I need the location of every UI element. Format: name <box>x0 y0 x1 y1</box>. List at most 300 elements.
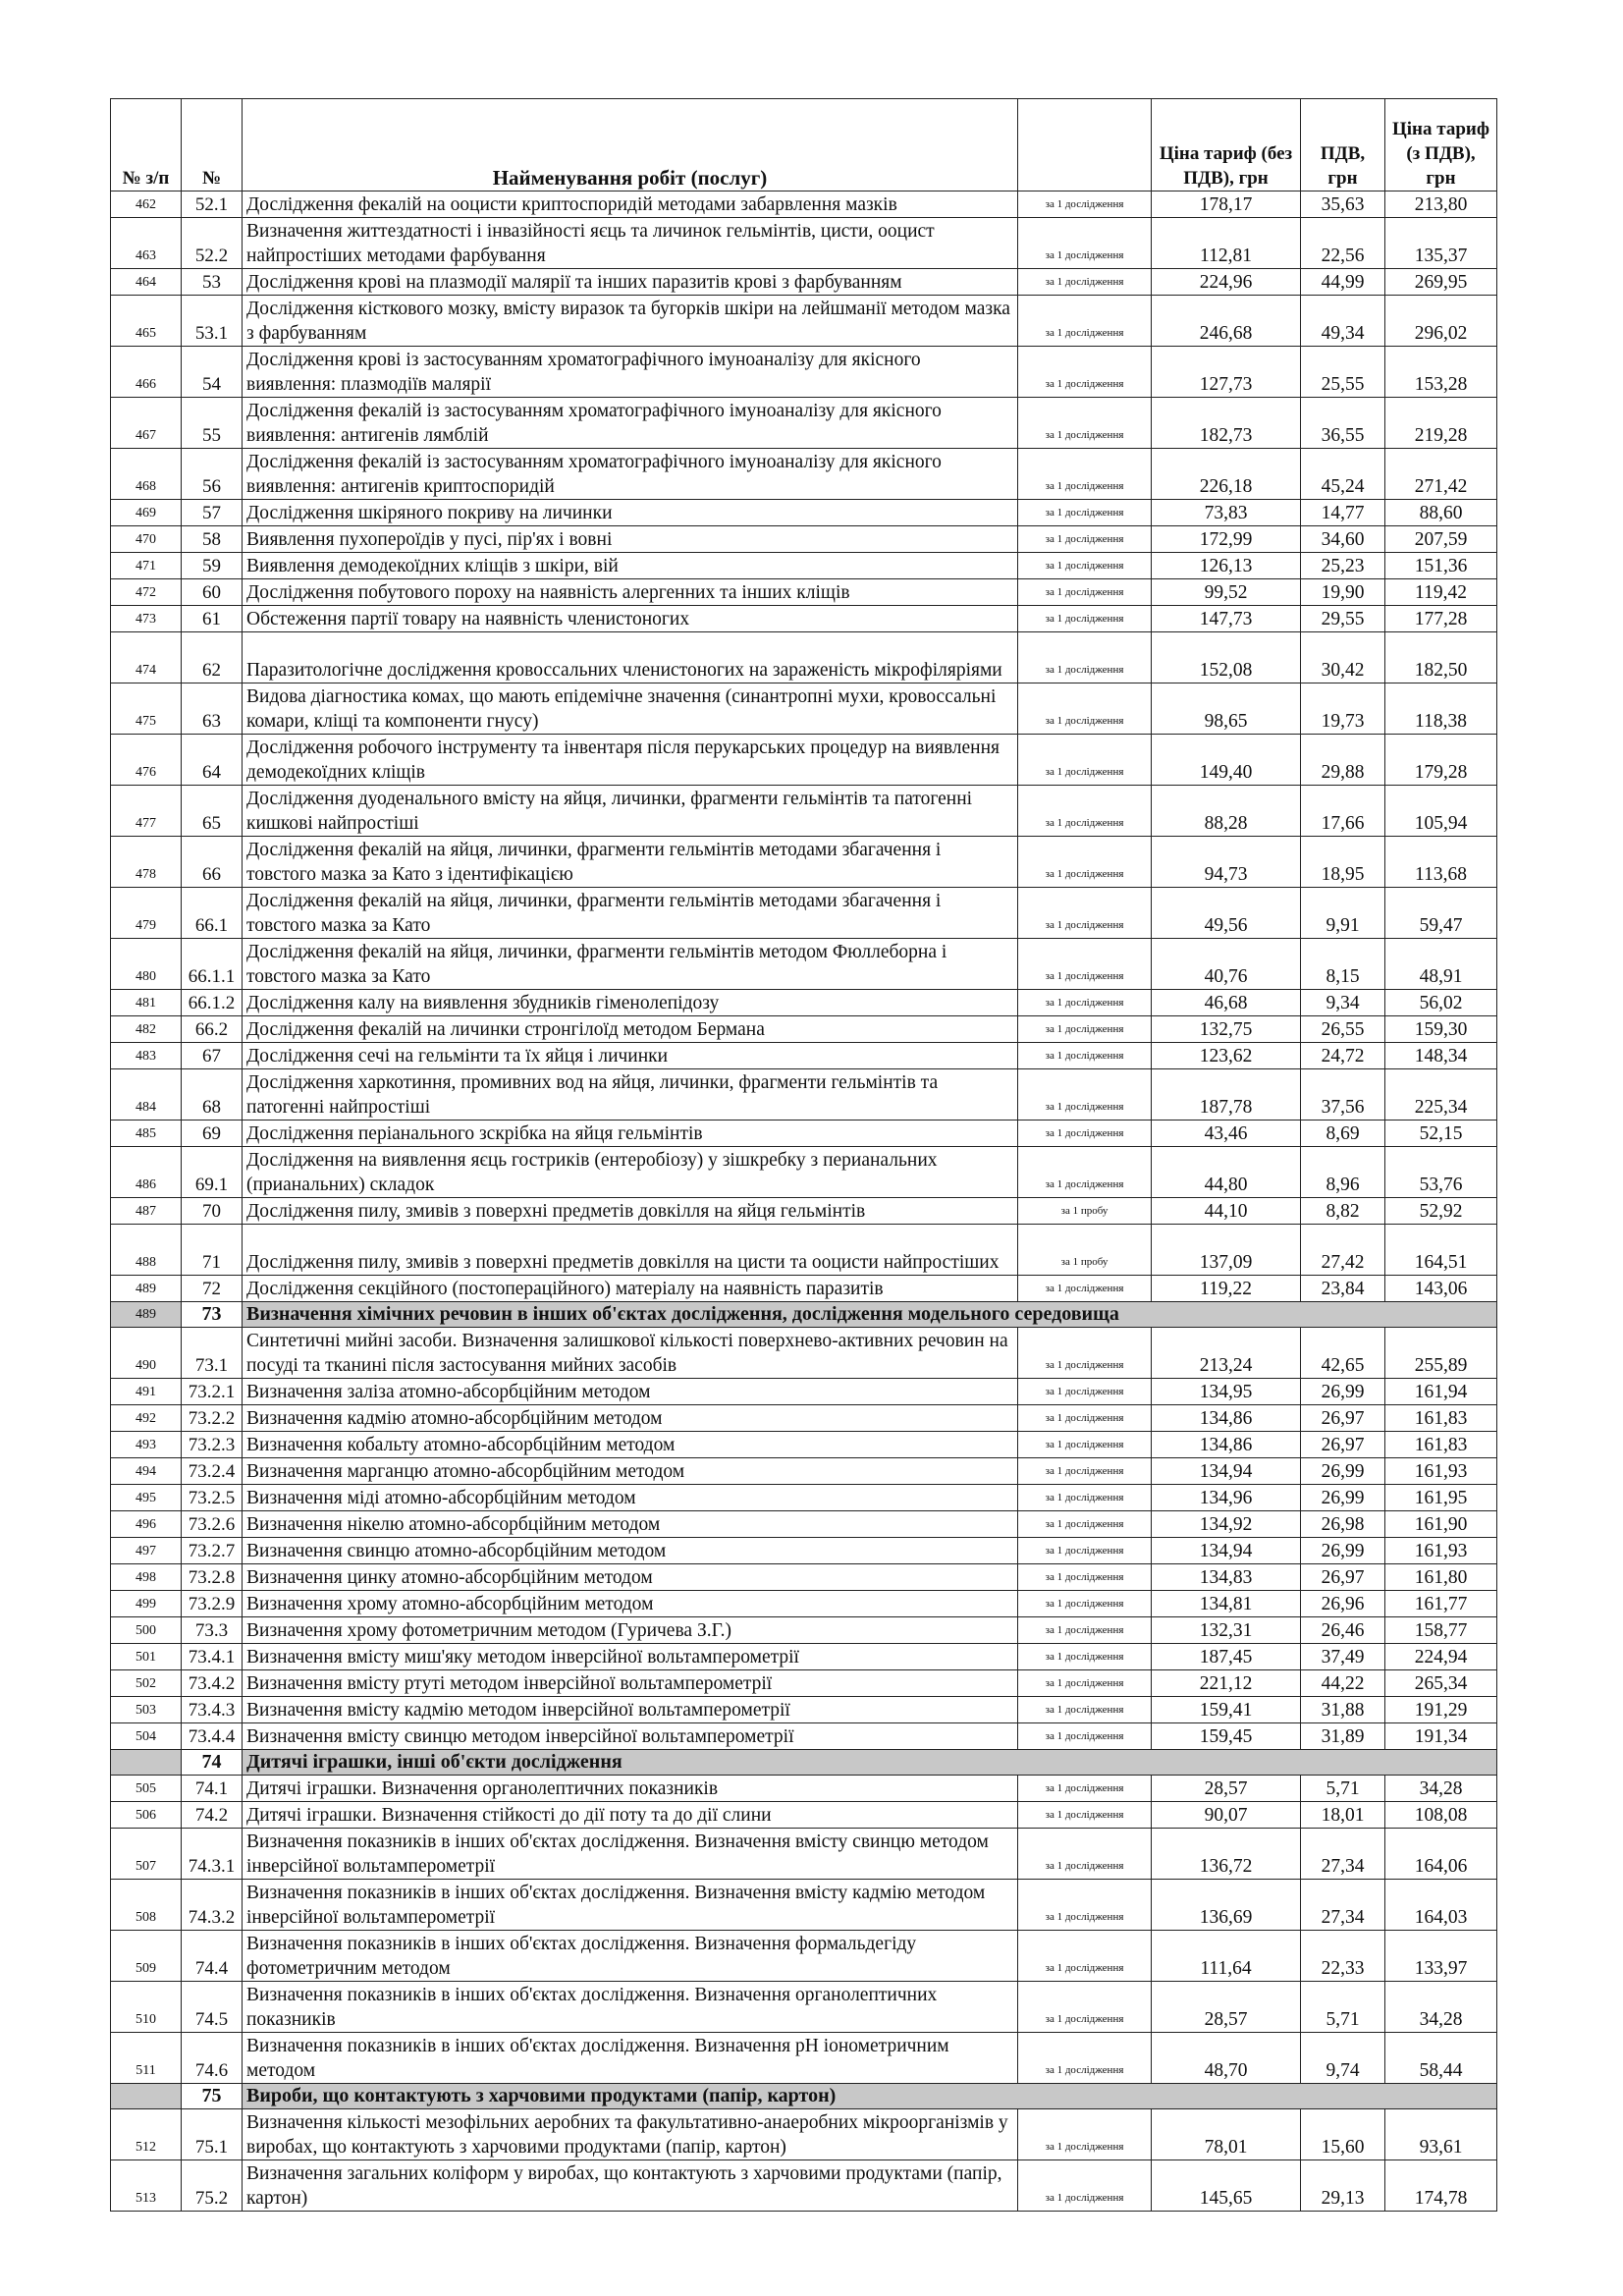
row-index: 510 <box>111 1982 182 2033</box>
row-unit: за 1 дослідження <box>1018 449 1152 500</box>
row-total: 113,68 <box>1385 837 1497 888</box>
row-total: 161,80 <box>1385 1564 1497 1591</box>
row-vat: 44,22 <box>1301 1670 1385 1697</box>
row-total: 159,30 <box>1385 1016 1497 1043</box>
section-title: Вироби, що контактують з харчовими продуктами (папір, картон) <box>243 2084 1497 2109</box>
row-description: Визначення заліза атомно-абсорбційним методом <box>243 1379 1018 1405</box>
row-total: 133,97 <box>1385 1931 1497 1982</box>
row-index: 477 <box>111 786 182 837</box>
row-price: 119,22 <box>1152 1276 1301 1302</box>
table-row <box>111 1982 1497 2033</box>
header-total: Ціна тариф (з ПДВ), грн <box>1385 99 1497 191</box>
row-total: 59,47 <box>1385 888 1497 939</box>
table-row <box>111 683 1497 735</box>
row-index: 470 <box>111 526 182 553</box>
row-vat: 26,99 <box>1301 1538 1385 1564</box>
section-number: 73 <box>182 1302 243 1328</box>
row-total: 52,92 <box>1385 1198 1497 1225</box>
row-vat: 9,91 <box>1301 888 1385 939</box>
table-row <box>111 1617 1497 1644</box>
row-number: 52.1 <box>182 191 243 218</box>
row-total: 151,36 <box>1385 553 1497 579</box>
table-row <box>111 1829 1497 1880</box>
row-price: 134,94 <box>1152 1538 1301 1564</box>
row-vat: 42,65 <box>1301 1328 1385 1379</box>
row-total: 207,59 <box>1385 526 1497 553</box>
header-index: № з/п <box>111 99 182 191</box>
row-description: Визначення хрому атомно-абсорбційним методом <box>243 1591 1018 1617</box>
row-total: 271,42 <box>1385 449 1497 500</box>
table-row <box>111 526 1497 553</box>
row-total: 58,44 <box>1385 2033 1497 2084</box>
row-index: 467 <box>111 398 182 449</box>
row-index: 463 <box>111 218 182 269</box>
row-price: 73,83 <box>1152 500 1301 526</box>
row-price: 226,18 <box>1152 449 1301 500</box>
row-unit: за 1 дослідження <box>1018 1617 1152 1644</box>
row-unit: за 1 дослідження <box>1018 1405 1152 1432</box>
row-description: Дослідження пилу, змивів з поверхні предметів довкілля на яйця гельмінтів <box>243 1198 1018 1225</box>
row-index: 485 <box>111 1121 182 1147</box>
row-vat: 8,15 <box>1301 939 1385 990</box>
row-price: 246,68 <box>1152 296 1301 347</box>
row-index <box>111 1750 182 1776</box>
row-price: 134,86 <box>1152 1405 1301 1432</box>
row-vat: 30,42 <box>1301 632 1385 683</box>
row-unit: за 1 дослідження <box>1018 296 1152 347</box>
row-number: 74.5 <box>182 1982 243 2033</box>
row-price: 28,57 <box>1152 1982 1301 2033</box>
row-unit: за 1 дослідження <box>1018 837 1152 888</box>
row-vat: 26,98 <box>1301 1511 1385 1538</box>
row-price: 213,24 <box>1152 1328 1301 1379</box>
row-number: 72 <box>182 1276 243 1302</box>
row-index: 471 <box>111 553 182 579</box>
row-unit: за 1 дослідження <box>1018 786 1152 837</box>
section-row <box>111 2084 1497 2109</box>
section-number: 75 <box>182 2084 243 2109</box>
row-total: 161,77 <box>1385 1591 1497 1617</box>
row-vat: 29,13 <box>1301 2160 1385 2212</box>
row-vat: 26,99 <box>1301 1379 1385 1405</box>
row-total: 34,28 <box>1385 1776 1497 1802</box>
table-row <box>111 1043 1497 1069</box>
table-row <box>111 1931 1497 1982</box>
row-price: 48,70 <box>1152 2033 1301 2084</box>
row-vat: 37,49 <box>1301 1644 1385 1670</box>
row-index: 502 <box>111 1670 182 1697</box>
row-unit: за 1 дослідження <box>1018 1276 1152 1302</box>
row-description: Визначення вмісту миш'яку методом інверсійної вольтамперометрії <box>243 1644 1018 1670</box>
table-row <box>111 837 1497 888</box>
row-total: 148,34 <box>1385 1043 1497 1069</box>
row-price: 111,64 <box>1152 1931 1301 1982</box>
row-unit: за 1 дослідження <box>1018 526 1152 553</box>
row-vat: 31,89 <box>1301 1723 1385 1750</box>
row-description: Визначення кількості мезофільних аеробних та факультативно-анаеробних мікроорганізмів у виробах, що контактують з харчовими продуктами (папір, картон) <box>243 2109 1018 2160</box>
row-number: 66.1 <box>182 888 243 939</box>
row-number: 74.3.1 <box>182 1829 243 1880</box>
row-vat: 8,69 <box>1301 1121 1385 1147</box>
row-unit: за 1 дослідження <box>1018 2160 1152 2212</box>
row-total: 161,93 <box>1385 1458 1497 1485</box>
row-price: 90,07 <box>1152 1802 1301 1829</box>
row-index: 488 <box>111 1225 182 1276</box>
row-price: 134,95 <box>1152 1379 1301 1405</box>
row-description: Визначення марганцю атомно-абсорбційним методом <box>243 1458 1018 1485</box>
row-number: 71 <box>182 1225 243 1276</box>
row-description: Дослідження крові із застосуванням хроматографічного імуноаналізу для якісного виявлення: плазмодіїв малярії <box>243 347 1018 398</box>
table-row <box>111 2033 1497 2084</box>
header-price: Ціна тариф (без ПДВ), грн <box>1152 99 1301 191</box>
row-vat: 25,55 <box>1301 347 1385 398</box>
row-price: 112,81 <box>1152 218 1301 269</box>
table-row <box>111 735 1497 786</box>
row-total: 225,34 <box>1385 1069 1497 1121</box>
row-description: Дослідження крові на плазмодії малярії та інших паразитів крові з фарбуванням <box>243 269 1018 296</box>
row-vat: 26,97 <box>1301 1405 1385 1432</box>
row-description: Дослідження робочого інструменту та інвентаря після перукарських процедур на виявлення демодекоїдних кліщів <box>243 735 1018 786</box>
row-description: Дослідження калу на виявлення збудників гіменолепідозу <box>243 990 1018 1016</box>
row-description: Дослідження шкіряного покриву на личинки <box>243 500 1018 526</box>
table-row <box>111 1276 1497 1302</box>
row-vat: 31,88 <box>1301 1697 1385 1723</box>
row-price: 159,45 <box>1152 1723 1301 1750</box>
row-vat: 14,77 <box>1301 500 1385 526</box>
row-index: 476 <box>111 735 182 786</box>
row-unit: за 1 дослідження <box>1018 939 1152 990</box>
row-vat: 27,34 <box>1301 1880 1385 1931</box>
row-number: 52.2 <box>182 218 243 269</box>
row-price: 43,46 <box>1152 1121 1301 1147</box>
table-row <box>111 1644 1497 1670</box>
row-total: 265,34 <box>1385 1670 1497 1697</box>
row-vat: 15,60 <box>1301 2109 1385 2160</box>
row-number: 73.2.3 <box>182 1432 243 1458</box>
row-vat: 35,63 <box>1301 191 1385 218</box>
row-description: Паразитологічне дослідження кровоссальних членистоногих на зараженість мікрофіляріями <box>243 632 1018 683</box>
row-price: 127,73 <box>1152 347 1301 398</box>
row-description: Визначення показників в інших об'єктах дослідження. Визначення рН іонометричним методом <box>243 2033 1018 2084</box>
row-vat: 26,46 <box>1301 1617 1385 1644</box>
row-index: 513 <box>111 2160 182 2212</box>
table-row <box>111 786 1497 837</box>
row-unit: за 1 дослідження <box>1018 1829 1152 1880</box>
row-description: Визначення вмісту кадмію методом інверсійної вольтамперометрії <box>243 1697 1018 1723</box>
table-row <box>111 553 1497 579</box>
section-title: Дитячі іграшки, інші об'єкти дослідження <box>243 1750 1497 1776</box>
table-row <box>111 2160 1497 2212</box>
row-index: 466 <box>111 347 182 398</box>
row-price: 40,76 <box>1152 939 1301 990</box>
table-row <box>111 1880 1497 1931</box>
row-index: 505 <box>111 1776 182 1802</box>
row-price: 134,94 <box>1152 1458 1301 1485</box>
row-vat: 22,33 <box>1301 1931 1385 1982</box>
row-vat: 9,74 <box>1301 2033 1385 2084</box>
row-number: 73.2.1 <box>182 1379 243 1405</box>
row-index: 500 <box>111 1617 182 1644</box>
row-description: Синтетичні мийні засоби. Визначення залишкової кількості поверхнево-активних речовин на посуді та тканині після застосування мийних засобів <box>243 1328 1018 1379</box>
row-unit: за 1 дослідження <box>1018 269 1152 296</box>
row-number: 54 <box>182 347 243 398</box>
row-number: 65 <box>182 786 243 837</box>
row-index: 465 <box>111 296 182 347</box>
row-unit: за 1 дослідження <box>1018 735 1152 786</box>
row-unit: за 1 дослідження <box>1018 1069 1152 1121</box>
row-index: 512 <box>111 2109 182 2160</box>
row-description: Видова діагностика комах, що мають епідемічне значення (синантропні мухи, кровоссальні комари, кліщі та компоненти гнусу) <box>243 683 1018 735</box>
row-unit: за 1 дослідження <box>1018 1016 1152 1043</box>
row-description: Дослідження періанального зскрібка на яйця гельмінтів <box>243 1121 1018 1147</box>
row-price: 99,52 <box>1152 579 1301 606</box>
row-total: 56,02 <box>1385 990 1497 1016</box>
row-vat: 25,23 <box>1301 553 1385 579</box>
row-description: Дослідження фекалій із застосуванням хроматографічного імуноаналізу для якісного виявлення: антигенів криптоспоридій <box>243 449 1018 500</box>
row-price: 134,96 <box>1152 1485 1301 1511</box>
row-total: 158,77 <box>1385 1617 1497 1644</box>
row-price: 152,08 <box>1152 632 1301 683</box>
row-vat: 18,01 <box>1301 1802 1385 1829</box>
row-index: 506 <box>111 1802 182 1829</box>
row-vat: 26,99 <box>1301 1485 1385 1511</box>
row-index: 492 <box>111 1405 182 1432</box>
row-unit: за 1 дослідження <box>1018 1458 1152 1485</box>
row-total: 219,28 <box>1385 398 1497 449</box>
table-row <box>111 347 1497 398</box>
row-number: 74.3.2 <box>182 1880 243 1931</box>
row-unit: за 1 дослідження <box>1018 1121 1152 1147</box>
row-vat: 24,72 <box>1301 1043 1385 1069</box>
row-index: 482 <box>111 1016 182 1043</box>
row-description: Дослідження кісткового мозку, вмісту виразок та бугорків шкіри на лейшманії методом мазка з фарбуванням <box>243 296 1018 347</box>
table-row <box>111 1538 1497 1564</box>
row-unit: за 1 дослідження <box>1018 1591 1152 1617</box>
row-vat: 44,99 <box>1301 269 1385 296</box>
row-number: 73.4.2 <box>182 1670 243 1697</box>
row-price: 44,80 <box>1152 1147 1301 1198</box>
row-total: 34,28 <box>1385 1982 1497 2033</box>
row-index: 469 <box>111 500 182 526</box>
row-index: 481 <box>111 990 182 1016</box>
row-number: 73.2.9 <box>182 1591 243 1617</box>
row-number: 53 <box>182 269 243 296</box>
row-number: 56 <box>182 449 243 500</box>
table-row <box>111 1147 1497 1198</box>
row-vat: 29,55 <box>1301 606 1385 632</box>
row-number: 75.1 <box>182 2109 243 2160</box>
row-total: 213,80 <box>1385 191 1497 218</box>
row-total: 296,02 <box>1385 296 1497 347</box>
row-number: 73.2.4 <box>182 1458 243 1485</box>
row-description: Визначення кадмію атомно-абсорбційним методом <box>243 1405 1018 1432</box>
row-vat: 5,71 <box>1301 1982 1385 2033</box>
row-description: Визначення хрому фотометричним методом (Гуричева З.Г.) <box>243 1617 1018 1644</box>
table-row <box>111 1405 1497 1432</box>
row-total: 161,95 <box>1385 1485 1497 1511</box>
row-unit: за 1 пробу <box>1018 1198 1152 1225</box>
row-number: 66.1.1 <box>182 939 243 990</box>
row-unit: за 1 дослідження <box>1018 1485 1152 1511</box>
row-unit: за 1 дослідження <box>1018 347 1152 398</box>
row-number: 73.1 <box>182 1328 243 1379</box>
table-row <box>111 191 1497 218</box>
row-total: 164,03 <box>1385 1880 1497 1931</box>
row-vat: 37,56 <box>1301 1069 1385 1121</box>
row-vat: 17,66 <box>1301 786 1385 837</box>
row-unit: за 1 дослідження <box>1018 1644 1152 1670</box>
row-price: 137,09 <box>1152 1225 1301 1276</box>
header-number: № <box>182 99 243 191</box>
row-vat: 26,97 <box>1301 1564 1385 1591</box>
row-unit: за 1 дослідження <box>1018 1670 1152 1697</box>
row-total: 93,61 <box>1385 2109 1497 2160</box>
row-number: 74.2 <box>182 1802 243 1829</box>
row-total: 177,28 <box>1385 606 1497 632</box>
table-row <box>111 1511 1497 1538</box>
table-row <box>111 939 1497 990</box>
row-description: Дослідження секційного (постопераційного) матеріалу на наявність паразитів <box>243 1276 1018 1302</box>
row-index: 474 <box>111 632 182 683</box>
row-unit: за 1 дослідження <box>1018 500 1152 526</box>
row-unit: за 1 дослідження <box>1018 683 1152 735</box>
row-index: 491 <box>111 1379 182 1405</box>
row-number: 60 <box>182 579 243 606</box>
row-number: 57 <box>182 500 243 526</box>
row-price: 134,92 <box>1152 1511 1301 1538</box>
row-number: 67 <box>182 1043 243 1069</box>
row-unit: за 1 дослідження <box>1018 1147 1152 1198</box>
row-vat: 23,84 <box>1301 1276 1385 1302</box>
price-table <box>110 98 1497 2212</box>
table-row <box>111 1802 1497 1829</box>
row-number: 68 <box>182 1069 243 1121</box>
row-total: 118,38 <box>1385 683 1497 735</box>
row-index: 479 <box>111 888 182 939</box>
row-price: 94,73 <box>1152 837 1301 888</box>
row-vat: 8,96 <box>1301 1147 1385 1198</box>
row-number: 73.2.5 <box>182 1485 243 1511</box>
row-unit: за 1 дослідження <box>1018 579 1152 606</box>
row-price: 78,01 <box>1152 2109 1301 2160</box>
row-total: 143,06 <box>1385 1276 1497 1302</box>
row-index: 464 <box>111 269 182 296</box>
row-number: 73.2.8 <box>182 1564 243 1591</box>
row-number: 55 <box>182 398 243 449</box>
row-unit: за 1 дослідження <box>1018 1931 1152 1982</box>
row-vat: 29,88 <box>1301 735 1385 786</box>
row-unit: за 1 дослідження <box>1018 1982 1152 2033</box>
row-vat: 27,34 <box>1301 1829 1385 1880</box>
table-row <box>111 990 1497 1016</box>
row-description: Визначення кобальту атомно-абсорбційним методом <box>243 1432 1018 1458</box>
table-row <box>111 1723 1497 1750</box>
row-number: 74.4 <box>182 1931 243 1982</box>
row-number: 64 <box>182 735 243 786</box>
table-row <box>111 500 1497 526</box>
row-vat: 8,82 <box>1301 1198 1385 1225</box>
row-price: 126,13 <box>1152 553 1301 579</box>
row-total: 161,94 <box>1385 1379 1497 1405</box>
row-unit: за 1 дослідження <box>1018 990 1152 1016</box>
row-number: 66.2 <box>182 1016 243 1043</box>
table-row <box>111 579 1497 606</box>
row-unit: за 1 дослідження <box>1018 888 1152 939</box>
row-description: Дослідження дуоденального вмісту на яйця, личинки, фрагменти гельмінтів та патогенні кишкові найпростіші <box>243 786 1018 837</box>
row-unit: за 1 дослідження <box>1018 191 1152 218</box>
row-description: Визначення показників в інших об'єктах дослідження. Визначення вмісту свинцю методом інверсійної вольтамперометрії <box>243 1829 1018 1880</box>
row-price: 182,73 <box>1152 398 1301 449</box>
row-unit: за 1 дослідження <box>1018 1723 1152 1750</box>
row-unit: за 1 пробу <box>1018 1225 1152 1276</box>
row-unit: за 1 дослідження <box>1018 218 1152 269</box>
table-row <box>111 269 1497 296</box>
section-row <box>111 1750 1497 1776</box>
row-vat: 22,56 <box>1301 218 1385 269</box>
row-number: 58 <box>182 526 243 553</box>
row-price: 134,86 <box>1152 1432 1301 1458</box>
table-row <box>111 1564 1497 1591</box>
row-index: 472 <box>111 579 182 606</box>
row-vat: 26,97 <box>1301 1432 1385 1458</box>
row-total: 164,51 <box>1385 1225 1497 1276</box>
row-description: Визначення міді атомно-абсорбційним методом <box>243 1485 1018 1511</box>
row-unit: за 1 дослідження <box>1018 553 1152 579</box>
row-description: Дослідження фекалій на яйця, личинки, фрагменти гельмінтів методами збагачення і товстого мазка за Като з ідентифікацією <box>243 837 1018 888</box>
row-price: 123,62 <box>1152 1043 1301 1069</box>
row-unit: за 1 дослідження <box>1018 1697 1152 1723</box>
row-description: Дослідження харкотиння, промивних вод на яйця, личинки, фрагменти гельмінтів та патогенні найпростіші <box>243 1069 1018 1121</box>
row-price: 28,57 <box>1152 1776 1301 1802</box>
row-description: Виявлення демодекоїдних кліщів з шкіри, вій <box>243 553 1018 579</box>
row-index: 480 <box>111 939 182 990</box>
row-total: 179,28 <box>1385 735 1497 786</box>
row-index: 494 <box>111 1458 182 1485</box>
section-row <box>111 1302 1497 1328</box>
row-index: 487 <box>111 1198 182 1225</box>
row-index: 496 <box>111 1511 182 1538</box>
row-number: 59 <box>182 553 243 579</box>
row-price: 187,45 <box>1152 1644 1301 1670</box>
row-total: 108,08 <box>1385 1802 1497 1829</box>
row-description: Дослідження фекалій на ооцисти криптоспоридій методами забарвлення мазків <box>243 191 1018 218</box>
row-index: 511 <box>111 2033 182 2084</box>
row-price: 224,96 <box>1152 269 1301 296</box>
row-description: Обстеження партії товару на наявність членистоногих <box>243 606 1018 632</box>
row-unit: за 1 дослідження <box>1018 1564 1152 1591</box>
table-row <box>111 1225 1497 1276</box>
row-number: 66 <box>182 837 243 888</box>
row-price: 149,40 <box>1152 735 1301 786</box>
row-total: 161,83 <box>1385 1432 1497 1458</box>
row-number: 53.1 <box>182 296 243 347</box>
table-row <box>111 1198 1497 1225</box>
table-row <box>111 449 1497 500</box>
table-row <box>111 1016 1497 1043</box>
table-row <box>111 632 1497 683</box>
table-header-row <box>111 99 1497 191</box>
row-vat: 49,34 <box>1301 296 1385 347</box>
row-unit: за 1 дослідження <box>1018 1880 1152 1931</box>
row-vat: 26,99 <box>1301 1458 1385 1485</box>
section-number: 74 <box>182 1750 243 1776</box>
row-description: Дитячі іграшки. Визначення органолептичних показників <box>243 1776 1018 1802</box>
row-unit: за 1 дослідження <box>1018 1043 1152 1069</box>
row-price: 46,68 <box>1152 990 1301 1016</box>
table-row <box>111 606 1497 632</box>
row-index: 473 <box>111 606 182 632</box>
row-vat: 36,55 <box>1301 398 1385 449</box>
